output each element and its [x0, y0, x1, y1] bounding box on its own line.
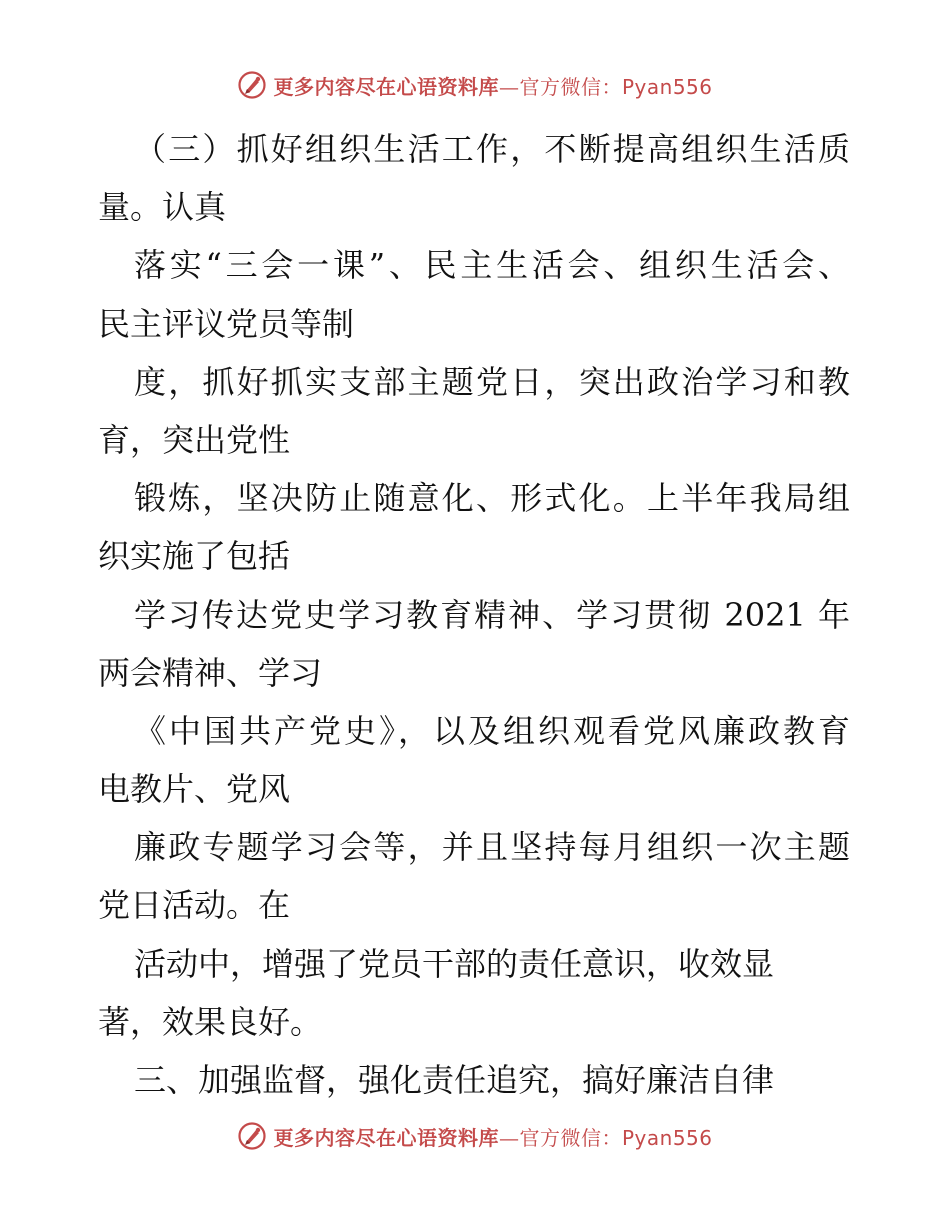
- body-line: 民主评议党员等制: [98, 304, 355, 343]
- body-line: 育，突出党性: [98, 420, 291, 459]
- header-site-text: 更多内容尽在心语资料库: [273, 74, 499, 99]
- header-dash: —: [498, 74, 520, 99]
- pen-nib-logo-icon: [237, 70, 267, 100]
- body-line: 著，效果良好。: [98, 1002, 323, 1041]
- body-line: （三）抓好组织生活工作，不断提高组织生活质: [134, 130, 850, 168]
- body-line: 度，抓好抓实支部主题党日，突出政治学习和教: [134, 362, 850, 401]
- body-line: 锻炼，坚决防止随意化、形式化。上半年我局组: [134, 479, 850, 518]
- body-line: 三、加强监督，强化责任追究，搞好廉洁自律: [134, 1061, 775, 1099]
- body-line: 落实“三会一课”、民主生活会、组织生活会、: [134, 246, 850, 285]
- footer-banner-text: [273, 1122, 712, 1151]
- body-line: 《中国共产党史》，以及组织观看党风廉政教育: [134, 711, 850, 750]
- body-line: 活动中，增强了党员干部的责任意识，收效显: [134, 944, 775, 983]
- body-line: 织实施了包括: [98, 537, 291, 576]
- header-banner: [0, 70, 950, 110]
- header-wechat-label: 官方微信：: [519, 74, 622, 99]
- document-body: [98, 120, 850, 1109]
- header-wechat-id: Pyan556: [621, 74, 713, 99]
- body-line: 两会精神、学习: [98, 653, 323, 692]
- body-line: 党日活动。在: [98, 886, 291, 925]
- footer-dash: —: [498, 1125, 520, 1150]
- footer-banner: [0, 1121, 950, 1161]
- body-line: 廉政专题学习会等，并且坚持每月组织一次主题: [134, 828, 850, 867]
- body-line: 学习传达党史学习教育精神、学习贯彻 2021 年: [134, 595, 850, 634]
- footer-site-text: 更多内容尽在心语资料库: [273, 1125, 499, 1150]
- body-line: 电教片、党风: [98, 770, 291, 809]
- header-banner-text: [273, 71, 712, 100]
- footer-wechat-label: 官方微信：: [519, 1125, 622, 1150]
- footer-wechat-id: Pyan556: [621, 1125, 713, 1150]
- body-line: 量。认真: [98, 188, 227, 227]
- pen-nib-logo-icon: [237, 1121, 267, 1151]
